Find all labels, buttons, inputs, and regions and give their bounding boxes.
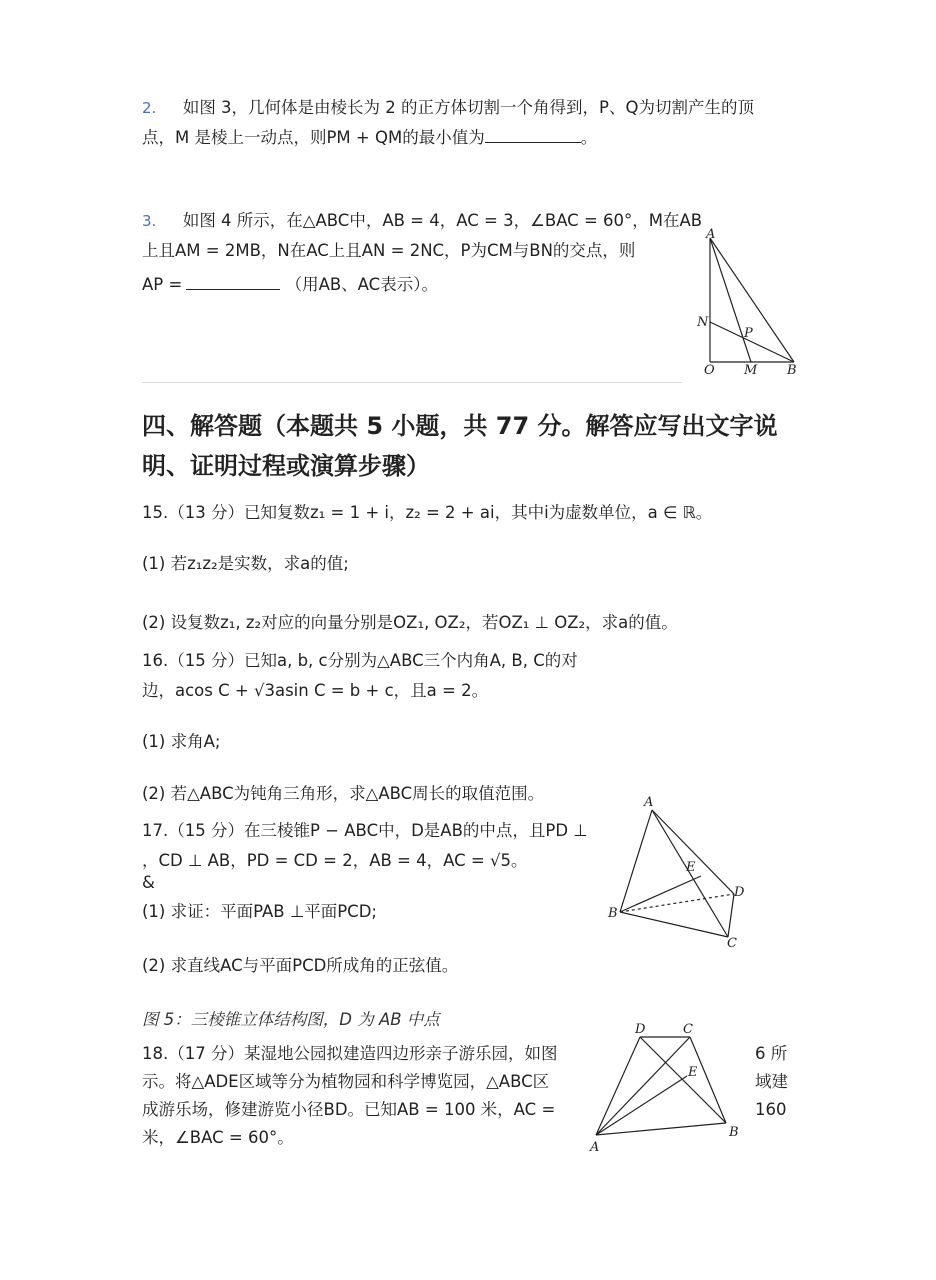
section-heading-line2: 明、证明过程或演算步骤） xyxy=(142,452,430,480)
figure-tetrahedron xyxy=(600,790,760,955)
q3-text-line2: 上且AM = 2MB，N在AC上且AN = 2NC，P为CM与BN的交点，则 xyxy=(142,241,636,260)
q17-part2: (2) 求直线AC与平面PCD所成角的正弦值。 xyxy=(142,956,459,975)
tet-label-C: C xyxy=(727,936,737,951)
q15-part1: (1) 若z₁z₂是实数，求a的值; xyxy=(142,554,349,573)
quad-label-D: D xyxy=(635,1022,646,1037)
q3-text-line1: 如图 4 所示，在△ABC中，AB = 4，AC = 3，∠BAC = 60°，M在AB xyxy=(182,211,703,230)
q18-side-fragment-2: 域建 xyxy=(755,1072,788,1091)
q16-part1: (1) 求角A; xyxy=(142,732,221,751)
fig4-label-A: A xyxy=(706,227,716,242)
fig4-label-P: P xyxy=(744,326,753,341)
q18-line4: 米，∠BAC = 60°。 xyxy=(142,1128,294,1147)
quad-edge-AB xyxy=(596,1123,726,1135)
tet-label-E: E xyxy=(686,860,696,875)
quad-edge-DB xyxy=(640,1037,726,1123)
q17-part1: (1) 求证：平面PAB ⊥平面PCD; xyxy=(142,902,377,921)
quad-label-B: B xyxy=(729,1125,739,1140)
q2-text-line2: 点，M 是棱上一动点，则PM + QM的最小值为 xyxy=(142,128,485,147)
q2-text-line1: 如图 3，几何体是由棱长为 2 的正方体切割一个角得到，P、Q为切割产生的顶 xyxy=(182,98,754,117)
q16-line2: 边，acos C + √3asin C = b + c，且a = 2。 xyxy=(142,681,489,700)
q2-line1 xyxy=(142,97,754,119)
figure-5-caption: 图 5：三棱锥立体结构图，D 为 AB 中点 xyxy=(142,1010,440,1029)
tet-edge-AD xyxy=(652,810,734,894)
tet-edge-BD-hidden xyxy=(620,894,734,912)
q3-answer-blank[interactable] xyxy=(186,288,280,290)
figure-quadrilateral xyxy=(580,1015,750,1160)
quad-edge-CB xyxy=(690,1037,726,1123)
q3-text-line3-end: （用AB、AC表示）。 xyxy=(285,275,438,294)
q16-part2: (2) 若△ABC为钝角三角形，求△ABC周长的取值范围。 xyxy=(142,784,545,803)
quad-label-C: C xyxy=(683,1022,693,1037)
q18-side-fragment-3: 160 xyxy=(755,1100,787,1119)
fig4-label-B: B xyxy=(787,363,797,378)
fig4-label-O: O xyxy=(704,363,715,378)
q17-line2: ，CD ⊥ AB，PD = CD = 2，AB = 4，AC = √5。 xyxy=(142,851,528,870)
q2-answer-blank[interactable] xyxy=(485,141,581,143)
q16-line1: 16.（15 分）已知a, b, c分别为△ABC三个内角A, B, C的对 xyxy=(142,651,578,670)
tet-label-D: D xyxy=(734,885,745,900)
tet-edge-DC xyxy=(728,894,734,937)
quad-edge-AC xyxy=(596,1037,690,1135)
q17-ampersand: & xyxy=(142,873,155,892)
quad-label-E: E xyxy=(688,1065,698,1080)
section-heading-line1: 四、解答题（本题共 5 小题，共 77 分。解答应写出文字说 xyxy=(142,412,778,440)
q15-stem: 15.（13 分）已知复数z₁ = 1 + i，z₂ = 2 + ai，其中i为虚数单位，a ∈ ℝ。 xyxy=(142,503,713,522)
q18-line2: 示。将△ADE区域等分为植物园和科学博览园，△ABC区 xyxy=(142,1072,550,1091)
q17-line1: 17.（15 分）在三棱锥P − ABC中，D是AB的中点，且PD ⊥ xyxy=(142,821,588,840)
tet-label-A: A xyxy=(644,795,654,810)
figure-4 xyxy=(690,226,806,378)
fig4-label-N: N xyxy=(697,315,709,330)
q18-line3: 成游乐场，修建游览小径BD。已知AB = 100 米，AC = xyxy=(142,1100,556,1119)
tet-edge-BE xyxy=(620,876,701,912)
fig4-edge-AB xyxy=(710,238,794,362)
tet-label-B: B xyxy=(608,906,618,921)
q18-side-fragment-1: 6 所 xyxy=(755,1044,788,1063)
q2-line2 xyxy=(142,127,597,149)
quad-label-A: A xyxy=(590,1140,600,1155)
tet-edge-BC xyxy=(620,912,728,937)
q2-number: 2. xyxy=(142,99,157,117)
q2-text-end: 。 xyxy=(580,128,598,147)
q3-number: 3. xyxy=(142,212,157,230)
fig4-label-M: M xyxy=(744,363,758,378)
q15-part2: (2) 设复数z₁, z₂对应的向量分别是OZ₁, OZ₂，若OZ₁ ⊥ OZ₂，求a的值。 xyxy=(142,613,678,632)
q3-text-line3-start: AP = xyxy=(142,275,183,294)
fig4-edge-AM xyxy=(710,238,751,362)
tet-edge-AB xyxy=(620,810,652,912)
q3-line3 xyxy=(142,274,438,296)
q3-line1 xyxy=(142,210,702,232)
q18-line1: 18.（17 分）某湿地公园拟建造四边形亲子游乐园，如图 xyxy=(142,1044,558,1063)
separator-line xyxy=(142,382,682,383)
